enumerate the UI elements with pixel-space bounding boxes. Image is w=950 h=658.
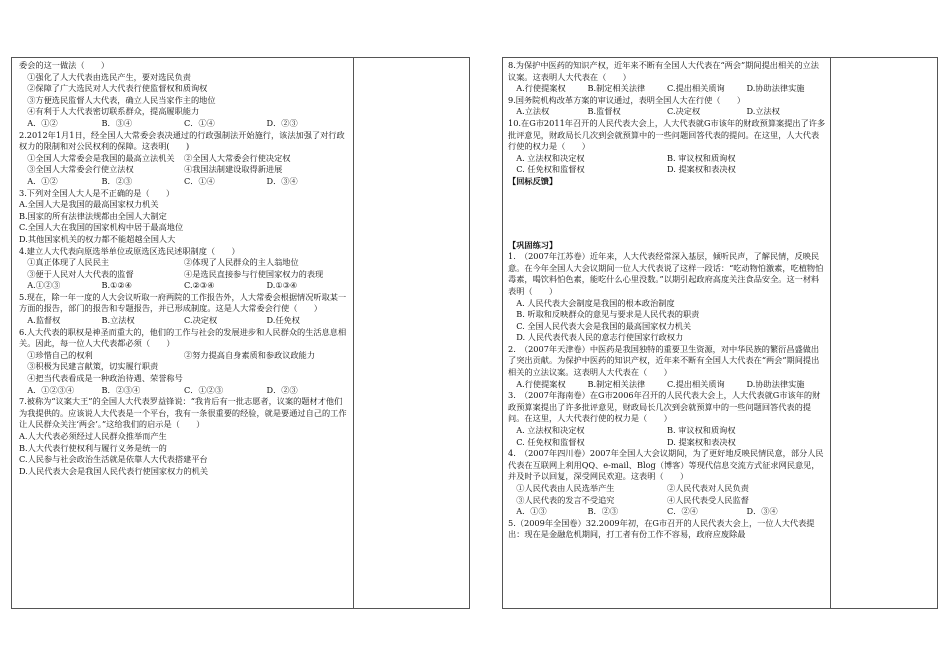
answer-option: C.提出相关质询 [667, 378, 725, 389]
answer-options-row [19, 257, 349, 269]
answer-option: ④是选民直接参与行使国家权力的表现 [184, 268, 324, 279]
text-line: D.人民代表大会是我国人民代表行使国家权力的机关 [19, 465, 209, 476]
answer-option: C．①②③ [184, 384, 224, 395]
answer-option: A. 立法权和决定权 [508, 152, 585, 163]
answer-option: ④我国法制建设取得新进展 [184, 164, 283, 175]
answer-options-row [19, 164, 349, 176]
answer-option: B.立法权 [101, 315, 135, 326]
answer-option: C. 任免权和监督权 [508, 436, 585, 447]
answer-option: B．②③④ [101, 384, 141, 395]
text-line: 10.在G市2011年召开的人民代表大会上，人大代表就G市该年的财政预算案提出了许多批评意见，财政局长几次到会就预算中的一些问题回答代表的提问。在这里，人大代表行使的权力是（ ） [508, 117, 826, 152]
text-line: B.人大代表行使权利与履行义务是统一的 [19, 442, 167, 453]
answer-option: A.行使提案权 [508, 83, 566, 94]
answer-option: B. 审议权和质询权 [667, 152, 736, 163]
answer-option: B.①②④ [101, 280, 133, 291]
text-line: A.全国人大是我国的最高国家权力机关 [19, 199, 159, 210]
answer-option: A.行使提案权 [508, 378, 566, 389]
answer-options-row [508, 495, 826, 507]
text-line: 委会的这一做法（ ） [19, 60, 110, 70]
text-line: B. 听取和反映群众的意见与要求是人民代表的职责 [508, 309, 700, 320]
answer-options-row [508, 153, 826, 165]
text-line: C.人民参与社会政治生活就是依靠人大代表搭建平台 [19, 454, 208, 465]
answer-option: C.②③④ [184, 280, 215, 291]
answer-option: D. 提案权和表决权 [667, 164, 736, 175]
right-panel-divider [830, 58, 831, 608]
text-line: A. 人民代表大会制度是我国的根本政治制度 [508, 297, 675, 308]
answer-option: C．②④ [667, 506, 698, 517]
blank-space [508, 214, 826, 240]
text-line: ④有利于人大代表密切联系群众，提高履职能力 [19, 106, 200, 117]
answer-option: A．①②③④ [19, 384, 75, 395]
left-panel [11, 57, 470, 609]
answer-options-row [508, 506, 826, 518]
text-line: 4.建立人大代表向原选举单位或原选区选民述职制度（ ） [19, 245, 240, 256]
answer-option: ①真正体现了人民民主 [19, 257, 110, 268]
section-heading: 【巩固练习】 [508, 239, 558, 250]
answer-option: A.立法权 [508, 106, 550, 117]
answer-option: D．③④ [746, 506, 778, 517]
answer-option: B．③④ [101, 117, 133, 128]
text-line: 3. （2007年海南卷）在G市2006年召开的人民代表大会上，人大代表就G市该年的财政预算案提出了许多批评意见，财政局长几次到会就预算中的一些问题回答代表的提问。在这里，人大代表行使的权力是（ ） [508, 390, 821, 424]
answer-option: ①人民代表由人民选举产生 [508, 483, 615, 493]
answer-option: ②体现了人民群众的主人翁地位 [184, 257, 299, 268]
answer-option: D.立法权 [746, 106, 780, 117]
text-line: B.国家的所有法律法规都由全国人大制定 [19, 210, 167, 221]
answer-options-row [19, 176, 349, 188]
answer-options-row [19, 118, 349, 130]
answer-options-row [19, 385, 349, 397]
answer-option: D.任免权 [266, 315, 300, 326]
text-line: 4. （2007年四川卷）2007年全国人大会议期间，为了更好地反映民情民意，部分人民代表在互联网上利用QQ、e-mail、Blog（博客）等现代信息交流方式征求网民意见，并及时予以回复，深受网民欢迎。这表明（ ） [508, 448, 824, 482]
answer-option: D. 提案权和表决权 [667, 436, 736, 447]
text-line: ①强化了人大代表由选民产生，要对选民负责 [19, 71, 191, 82]
answer-options-row [508, 425, 826, 437]
answer-option: C.决定权 [667, 106, 701, 117]
answer-options-row [19, 153, 349, 165]
text-line: 5.现在，除一年一度的人大会议听取一府两院的工作报告外，人大常委会根据情况听取某一方面的报告，部门的报告和专题报告，并已形成制度。这是人大常委会行使（ ） [19, 291, 347, 314]
answer-option: D．②③ [266, 117, 298, 128]
answer-option: C．①④ [184, 117, 215, 128]
text-line: 1. （2007年江苏卷）近年来，人大代表经常深入基层，倾听民声，了解民情，反映民意。在今年全国人大会议期间一位人大代表说了这样一段话：“吃动物怕激素，吃植物怕毒素，喝饮料怕色素，能吃什么心里没数。”以期引起政府高度关注食品安全。这一材料表明（ ） [508, 251, 824, 296]
text-line: ②保障了广大选民对人大代表行使监督权和质询权 [19, 83, 208, 94]
answer-option: B．②③ [587, 506, 619, 517]
answer-option: ②人民代表对人民负责 [667, 483, 749, 493]
answer-option: ①珍惜自己的权利 [19, 349, 93, 360]
answer-option: ②努力提高自身素质和参政议政能力 [184, 349, 316, 360]
text-line: C.全国人大在我国的国家机构中居于最高地位 [19, 222, 184, 233]
text-line: 8.为保护中医药的知识产权，近年来不断有全国人大代表在“两会”期间提出相关的立法议案。这表明人大代表在（ ） [508, 60, 819, 82]
answer-option: A.①②③ [19, 280, 61, 291]
answer-option: A．①② [19, 175, 58, 186]
answer-option: D.协助法律实施 [746, 83, 805, 94]
text-line: 9.国务院机构改革方案的审议通过，表明全国人大在行使（ ） [508, 94, 746, 105]
answer-option: A．①③ [508, 506, 547, 517]
text-line: 2.2012年1月1日，经全国人大常委会表决通过的行政强制法开始施行，该法加强了对行政权力的限制和对公民权利的保障。这表明( ) [19, 129, 345, 152]
answer-option: B. 审议权和质询权 [667, 425, 736, 436]
right-panel [502, 57, 938, 609]
answer-option: ①全国人大常委会是我国的最高立法机关 [19, 152, 175, 163]
answer-option: ③全国人大常委会行使立法权 [19, 164, 134, 175]
answer-options-row [508, 437, 826, 449]
answer-options-row [19, 280, 349, 292]
answer-option: D.①③④ [266, 280, 298, 291]
text-line: ④把当代表看成是一种政治待遇、荣誉称号 [19, 373, 183, 384]
text-line: D.其他国家机关的权力都不能超越全国人大 [19, 233, 176, 244]
answer-options-row [508, 483, 826, 495]
answer-option: A.监督权 [19, 315, 61, 326]
answer-option: B.制定相关法律 [587, 83, 646, 94]
answer-options-row [19, 315, 349, 327]
left-panel-divider [353, 58, 354, 608]
text-line: A.人大代表必须经过人民群众推举而产生 [19, 431, 167, 441]
answer-option: C.决定权 [184, 315, 218, 326]
left-question-column [19, 60, 349, 477]
answer-options-row [19, 269, 349, 281]
answer-option: B.监督权 [587, 106, 621, 117]
answer-option: C．①④ [184, 175, 215, 186]
blank-space [508, 188, 826, 214]
text-line: 2. （2007年天津卷）中医药是我国独特的重要卫生资源，对中华民族的繁衍昌盛做出了突出贡献。为保护中医药的知识产权，近年来不断有全国人大代表在“两会”期间提出相关的立法议案。这表明人大代表在（ ） [508, 343, 820, 378]
answer-option: B．②③ [101, 175, 133, 186]
answer-option: ③人民代表的发言不受追究 [508, 494, 615, 505]
right-question-column [508, 60, 826, 541]
text-line: 7.被称为“议案大王”的全国人大代表罗益锋说：“我肯后有一批志愿者，议案的题材才他们为我提供的。应该说人大代表是一个平台，我有一条很重要的经验，就是要通过自己的工作让人民群众关注‘两会’。”这给我们的启示是（ ） [19, 396, 347, 430]
answer-options-row [508, 164, 826, 176]
text-line: D. 人民代表代表人民的意志行使国家行政权力 [508, 332, 684, 343]
answer-option: A. 立法权和决定权 [508, 425, 585, 436]
text-line: ③积极为民建言献策，切实履行职责 [19, 361, 159, 372]
text-line: ③方便选民监督人大代表，确立人民当家作主的地位 [19, 94, 216, 105]
text-line: 3.下列对全国人大人是不正确的是（ ） [19, 187, 175, 198]
answer-option: D.协助法律实施 [746, 378, 805, 389]
section-heading: 【回标反馈】 [508, 175, 558, 186]
answer-option: D．②③ [266, 384, 298, 395]
answer-option: D．③④ [266, 175, 298, 186]
answer-options-row [508, 106, 826, 118]
answer-option: A．①② [19, 117, 58, 128]
text-line: C. 全国人民代表大会是我国的最高国家权力机关 [508, 320, 692, 331]
answer-option: B.制定相关法律 [587, 378, 646, 389]
answer-option: ④人民代表受人民监督 [667, 494, 749, 505]
answer-option: C. 任免权和监督权 [508, 164, 585, 175]
answer-option: ②全国人大常委会行使决定权 [184, 152, 291, 163]
answer-options-row [19, 350, 349, 362]
answer-option: ③便于人民对人大代表的监督 [19, 268, 134, 279]
text-line: 6.人大代表的职权是神圣而重大的，他们的工作与社会的发展进步和人民群众的生活息息相关。因此，每一位人大代表都必须（ ） [19, 326, 347, 349]
answer-options-row [508, 83, 826, 95]
answer-option: C.提出相关质询 [667, 83, 725, 94]
answer-options-row [508, 379, 826, 391]
text-line: 5.（2009年全国卷）32.2009年初，在G市召开的人民代表大会上，一位人大代表提出：现在是金融危机期间，打工者有份工作不容易，政府应废除最 [508, 517, 815, 540]
